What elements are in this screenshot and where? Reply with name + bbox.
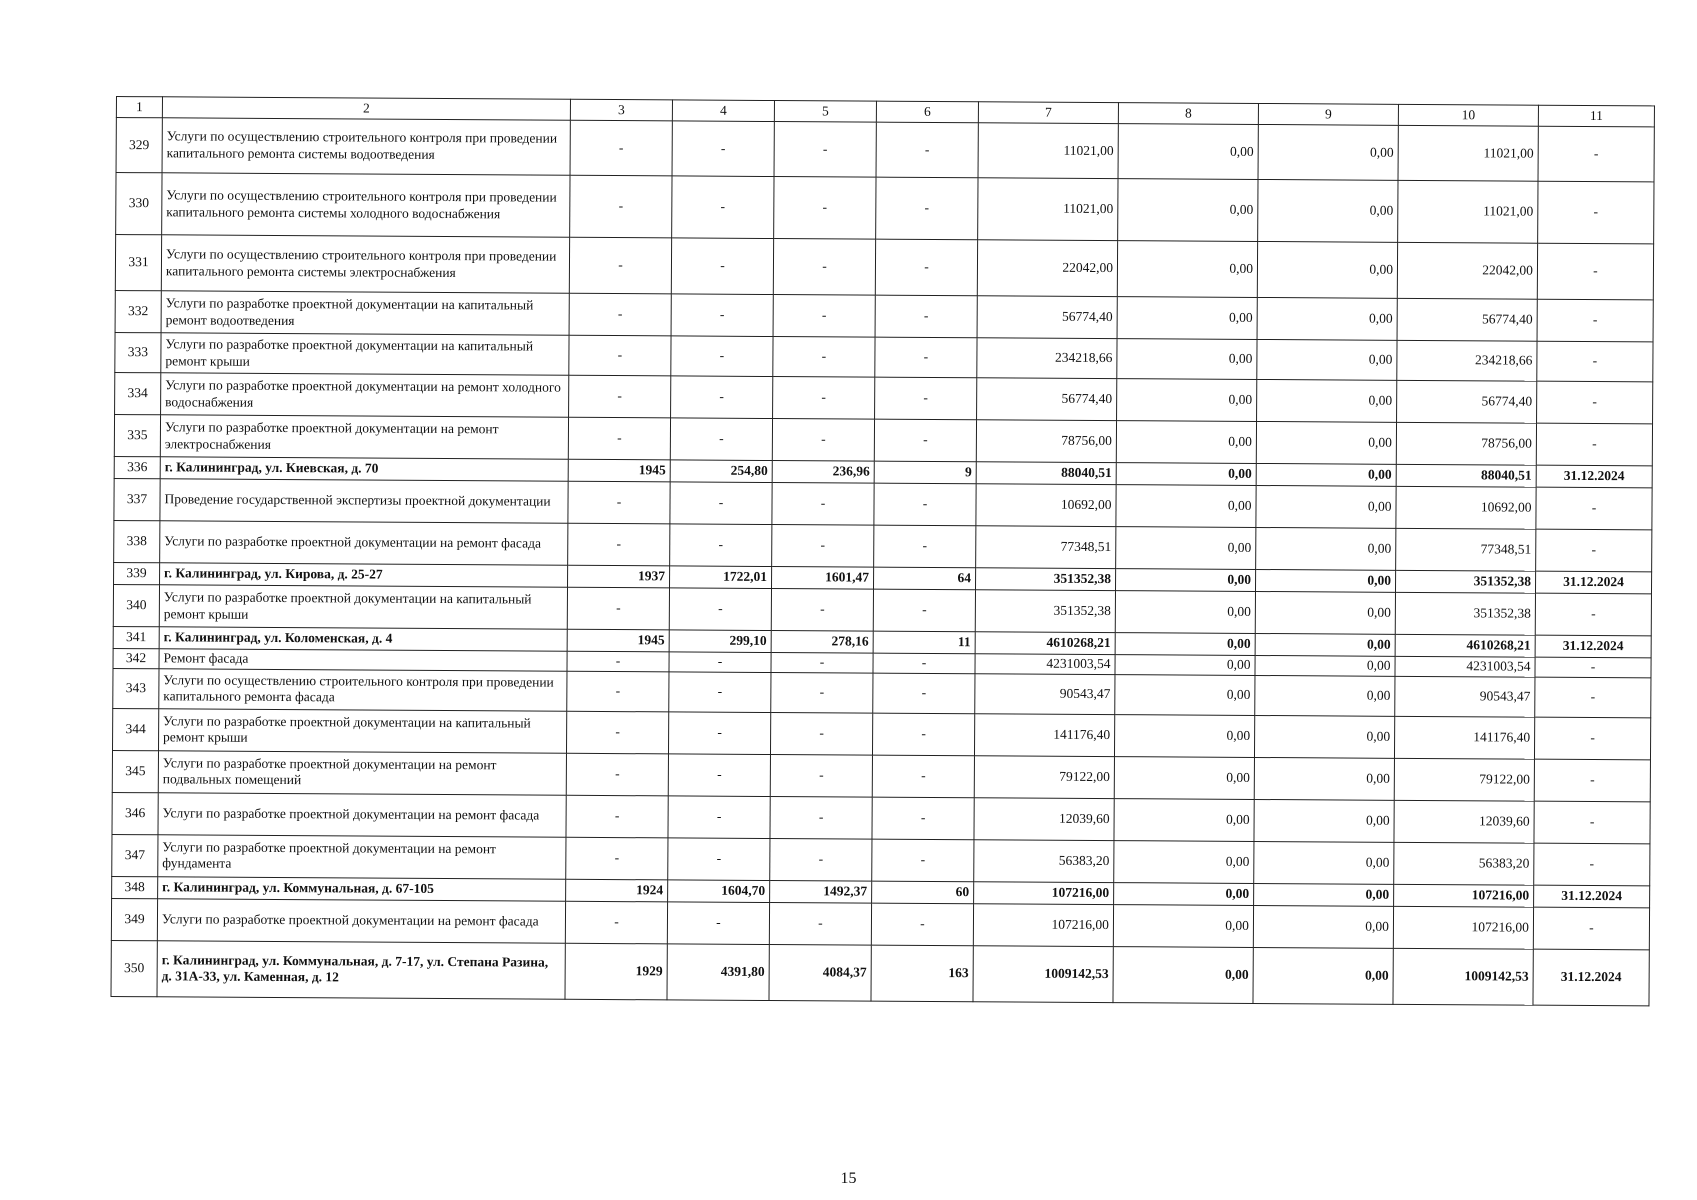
col7-cell: 234218,66 <box>977 338 1117 379</box>
row-number: 332 <box>115 290 161 332</box>
col11-cell: - <box>1534 843 1650 886</box>
col6-cell: - <box>872 755 974 798</box>
col9-cell: 0,00 <box>1256 463 1396 486</box>
col7-cell: 56383,20 <box>974 840 1114 883</box>
col3-cell: 1929 <box>565 943 667 1000</box>
col9-cell: 0,00 <box>1254 883 1394 906</box>
row-number: 342 <box>113 648 159 668</box>
col10-cell: 56383,20 <box>1394 842 1534 885</box>
col9-cell: 0,00 <box>1254 841 1394 884</box>
col8-cell: 0,00 <box>1116 485 1256 528</box>
row-number: 338 <box>114 520 160 562</box>
col10-cell: 22042,00 <box>1397 242 1537 299</box>
col7-cell: 56774,40 <box>977 296 1117 339</box>
row-description: г. Калининград, ул. Коммунальная, д. 67-105 <box>158 877 566 901</box>
row-number: 340 <box>113 584 159 626</box>
col11-cell: - <box>1536 529 1652 572</box>
col11-cell: - <box>1537 243 1653 300</box>
col9-cell: 0,00 <box>1253 947 1393 1004</box>
col11-cell: 31.12.2024 <box>1535 571 1651 594</box>
col3-cell: - <box>567 671 669 712</box>
col7-cell: 107216,00 <box>973 904 1113 947</box>
col9-cell: 0,00 <box>1255 569 1395 592</box>
col6-cell: - <box>873 673 975 714</box>
col11-cell: - <box>1533 907 1649 950</box>
col8-cell: 0,00 <box>1116 463 1256 486</box>
col11-cell: - <box>1538 181 1654 244</box>
table-body <box>111 118 1654 1006</box>
col4-cell: - <box>671 294 773 337</box>
col9-cell: 0,00 <box>1257 339 1397 380</box>
col11-cell: - <box>1537 381 1653 424</box>
col11-cell: - <box>1536 423 1652 466</box>
col8-cell: 0,00 <box>1113 946 1253 1003</box>
col6-cell: 64 <box>874 567 976 590</box>
row-description: г. Калининград, ул. Коломенская, д. 4 <box>159 627 567 651</box>
row-description: г. Калининград, ул. Кирова, д. 25-27 <box>160 563 568 587</box>
col10-cell: 107216,00 <box>1393 906 1533 949</box>
col7-cell: 1009142,53 <box>973 946 1113 1003</box>
col5-cell: - <box>773 295 875 338</box>
col7-cell: 77348,51 <box>976 526 1116 569</box>
col11-cell: - <box>1536 487 1652 530</box>
column-header: 4 <box>672 100 774 122</box>
col8-cell: 0,00 <box>1117 241 1257 298</box>
col10-cell: 88040,51 <box>1396 464 1536 487</box>
col6-cell: - <box>873 653 975 673</box>
col4-cell: 299,10 <box>669 630 771 653</box>
col7-cell: 12039,60 <box>974 798 1114 841</box>
col3-cell: - <box>568 523 670 566</box>
col11-cell: - <box>1534 801 1650 844</box>
col7-cell: 351352,38 <box>975 568 1115 591</box>
col5-cell: - <box>769 902 871 945</box>
col10-cell: 78756,00 <box>1396 422 1536 465</box>
col8-cell: 0,00 <box>1115 655 1255 676</box>
col4-cell: - <box>671 336 773 377</box>
col4-cell: - <box>672 121 774 177</box>
row-description: Услуги по разработке проектной документации на капитальный ремонт водоотведения <box>161 291 569 335</box>
row-number: 334 <box>115 372 161 414</box>
column-header: 8 <box>1118 103 1258 125</box>
row-number: 341 <box>113 626 159 648</box>
col3-cell: 1945 <box>568 459 670 482</box>
col4-cell: 1604,70 <box>668 880 770 903</box>
col5-cell: - <box>770 754 872 797</box>
row-description: Услуги по разработке проектной документации на ремонт подвальных помещений <box>158 751 566 795</box>
col6-cell: - <box>876 122 978 178</box>
row-description: Услуги по разработке проектной документации на капитальный ремонт крыши <box>159 709 567 753</box>
col7-cell: 79122,00 <box>974 756 1114 799</box>
col9-cell: 0,00 <box>1257 379 1397 422</box>
col5-cell: - <box>772 525 874 568</box>
col3-cell: - <box>566 795 668 838</box>
col6-cell: - <box>874 419 976 462</box>
col3-cell: - <box>566 753 668 796</box>
col11-cell: - <box>1534 759 1650 802</box>
row-number: 337 <box>114 478 160 520</box>
col10-cell: 4610268,21 <box>1395 634 1535 657</box>
col8-cell: 0,00 <box>1116 421 1256 464</box>
col4-cell: - <box>669 652 771 672</box>
col9-cell: 0,00 <box>1255 633 1395 656</box>
col6-cell: 60 <box>872 881 974 904</box>
col9-cell: 0,00 <box>1256 527 1396 570</box>
col7-cell: 11021,00 <box>978 123 1118 179</box>
row-number: 329 <box>116 118 162 173</box>
col11-cell: 31.12.2024 <box>1536 465 1652 488</box>
row-number: 331 <box>115 235 161 291</box>
col8-cell: 0,00 <box>1114 756 1254 799</box>
row-number: 345 <box>112 750 158 792</box>
row-description: Услуги по разработке проектной документации на капитальный ремонт крыши <box>159 585 567 629</box>
row-number: 333 <box>115 332 161 372</box>
row-number: 335 <box>114 414 160 456</box>
col5-cell: - <box>773 377 875 420</box>
column-header: 2 <box>162 97 570 120</box>
col8-cell: 0,00 <box>1115 633 1255 656</box>
row-description: Услуги по разработке проектной документации на ремонт фасада <box>160 521 568 565</box>
col5-cell: 4084,37 <box>769 944 871 1001</box>
row-number: 343 <box>113 668 159 708</box>
col5-cell: - <box>771 589 873 632</box>
col9-cell: 0,00 <box>1258 179 1398 242</box>
row-description: Ремонт фасада <box>159 649 567 671</box>
col4-cell: - <box>669 588 771 631</box>
col6-cell: - <box>876 177 978 240</box>
col3-cell: - <box>569 375 671 418</box>
col6-cell: 11 <box>873 631 975 654</box>
col4-cell: 4391,80 <box>667 944 769 1001</box>
col11-cell: - <box>1535 593 1651 636</box>
col7-cell: 141176,40 <box>974 714 1114 757</box>
col3-cell: - <box>565 901 667 944</box>
row-description: Услуги по разработке проектной документации на ремонт фасада <box>158 793 566 837</box>
row-description: г. Калининград, ул. Коммунальная, д. 7-17, ул. Степана Разина, д. 31А-33, ул. Каменная, д. 12 <box>157 941 565 999</box>
column-header: 7 <box>978 102 1118 124</box>
col6-cell: - <box>872 797 974 840</box>
col9-cell: 0,00 <box>1255 675 1395 716</box>
col10-cell: 56774,40 <box>1397 298 1537 341</box>
col3-cell: - <box>568 481 670 524</box>
col3-cell: - <box>567 651 669 671</box>
col3-cell: - <box>567 587 669 630</box>
row-number: 347 <box>112 834 158 876</box>
col10-cell: 1009142,53 <box>1393 948 1533 1005</box>
col6-cell: - <box>875 337 977 378</box>
col5-cell: 1601,47 <box>772 567 874 590</box>
col10-cell: 10692,00 <box>1396 486 1536 529</box>
col4-cell: - <box>667 902 769 945</box>
column-header: 6 <box>876 101 978 123</box>
row-description: г. Калининград, ул. Киевская, д. 70 <box>160 457 568 481</box>
col7-cell: 4231003,54 <box>975 654 1115 675</box>
row-description: Услуги по разработке проектной документации на капитальный ремонт крыши <box>161 333 569 375</box>
col4-cell: - <box>672 176 774 239</box>
column-header: 10 <box>1398 104 1538 126</box>
row-description: Услуги по разработке проектной документации на ремонт электроснабжения <box>160 415 568 459</box>
row-description: Услуги по осуществлению строительного контроля при проведении капитального ремонта системы водоотведения <box>162 118 570 175</box>
col3-cell: - <box>568 417 670 460</box>
col9-cell: 0,00 <box>1255 655 1395 676</box>
col6-cell: - <box>871 903 973 946</box>
col9-cell: 0,00 <box>1258 124 1398 180</box>
col11-cell: - <box>1538 126 1654 182</box>
col8-cell: 0,00 <box>1117 297 1257 340</box>
row-number: 348 <box>112 876 158 898</box>
col4-cell: - <box>670 418 772 461</box>
col8-cell: 0,00 <box>1113 904 1253 947</box>
col9-cell: 0,00 <box>1257 297 1397 340</box>
col5-cell: - <box>774 122 876 178</box>
col3-cell: - <box>566 837 668 880</box>
col9-cell: 0,00 <box>1254 757 1394 800</box>
col11-cell: 31.12.2024 <box>1533 949 1649 1006</box>
col6-cell: 163 <box>871 945 973 1002</box>
col8-cell: 0,00 <box>1115 674 1255 715</box>
col8-cell: 0,00 <box>1114 714 1254 757</box>
col8-cell: 0,00 <box>1118 124 1258 180</box>
data-table <box>110 96 1654 1006</box>
col6-cell: - <box>874 525 976 568</box>
col10-cell: 12039,60 <box>1394 800 1534 843</box>
col5-cell: 278,16 <box>771 631 873 654</box>
table-row <box>115 235 1653 300</box>
col10-cell: 141176,40 <box>1394 716 1534 759</box>
col11-cell: - <box>1535 657 1651 678</box>
row-number: 336 <box>114 456 160 478</box>
column-header: 3 <box>570 99 672 121</box>
col3-cell: 1937 <box>568 565 670 588</box>
row-description: Услуги по разработке проектной документации на ремонт холодного водоснабжения <box>161 373 569 417</box>
row-description: Услуги по разработке проектной документации на ремонт фасада <box>157 899 565 943</box>
col3-cell: - <box>569 335 671 376</box>
column-header: 1 <box>116 97 162 118</box>
col6-cell: - <box>872 713 974 756</box>
col10-cell: 79122,00 <box>1394 758 1534 801</box>
row-number: 349 <box>111 898 157 940</box>
col7-cell: 78756,00 <box>976 420 1116 463</box>
col9-cell: 0,00 <box>1255 591 1395 634</box>
col11-cell: - <box>1535 677 1651 718</box>
row-description: Услуги по осуществлению строительного контроля при проведении капитального ремонта фасада <box>159 669 567 711</box>
col5-cell: - <box>770 838 872 881</box>
col3-cell: - <box>569 293 671 336</box>
col8-cell: 0,00 <box>1116 527 1256 570</box>
col6-cell: - <box>875 295 977 338</box>
col3-cell: 1945 <box>567 629 669 652</box>
col4-cell: - <box>671 376 773 419</box>
col5-cell: - <box>773 239 875 296</box>
col6-cell: - <box>875 239 977 296</box>
col3-cell: - <box>570 175 672 238</box>
col11-cell: 31.12.2024 <box>1534 885 1650 908</box>
col6-cell: 9 <box>874 461 976 484</box>
col4-cell: - <box>670 524 772 567</box>
col10-cell: 351352,38 <box>1395 570 1535 593</box>
row-number: 344 <box>113 708 159 750</box>
col4-cell: - <box>668 796 770 839</box>
col5-cell: 1492,37 <box>770 880 872 903</box>
col9-cell: 0,00 <box>1256 421 1396 464</box>
col3-cell: - <box>566 711 668 754</box>
col6-cell: - <box>875 377 977 420</box>
col8-cell: 0,00 <box>1114 882 1254 905</box>
address-row <box>111 940 1649 1005</box>
col5-cell: - <box>771 653 873 673</box>
col3-cell: 1924 <box>566 879 668 902</box>
row-description: Услуги по разработке проектной документации на ремонт фундамента <box>158 835 566 879</box>
col7-cell: 107216,00 <box>974 882 1114 905</box>
row-number: 330 <box>116 173 162 235</box>
column-header: 9 <box>1258 103 1398 125</box>
page-number: 15 <box>840 1170 857 1187</box>
col3-cell: - <box>569 237 671 294</box>
col8-cell: 0,00 <box>1115 569 1255 592</box>
col9-cell: 0,00 <box>1257 241 1397 298</box>
col10-cell: 107216,00 <box>1394 884 1534 907</box>
col7-cell: 351352,38 <box>975 590 1115 633</box>
col5-cell: - <box>773 337 875 378</box>
col6-cell: - <box>872 839 974 882</box>
col10-cell: 351352,38 <box>1395 592 1535 635</box>
col5-cell: - <box>774 177 876 240</box>
col5-cell: - <box>772 419 874 462</box>
col4-cell: - <box>668 838 770 881</box>
row-description: Услуги по осуществлению строительного контроля при проведении капитального ремонта системы электроснабжения <box>161 235 569 293</box>
col8-cell: 0,00 <box>1114 798 1254 841</box>
col9-cell: 0,00 <box>1253 905 1393 948</box>
col7-cell: 11021,00 <box>978 178 1118 241</box>
col10-cell: 56774,40 <box>1397 380 1537 423</box>
col8-cell: 0,00 <box>1118 179 1258 242</box>
col5-cell: - <box>772 483 874 526</box>
col4-cell: - <box>668 712 770 755</box>
row-number: 346 <box>112 792 158 834</box>
col6-cell: - <box>873 589 975 632</box>
col4-cell: - <box>671 238 773 295</box>
col3-cell: - <box>570 120 672 176</box>
col5-cell: - <box>770 796 872 839</box>
col7-cell: 10692,00 <box>976 484 1116 527</box>
col7-cell: 4610268,21 <box>975 632 1115 655</box>
row-number: 350 <box>111 940 157 996</box>
col11-cell: 31.12.2024 <box>1535 635 1651 658</box>
col4-cell: - <box>669 672 771 713</box>
col7-cell: 88040,51 <box>976 462 1116 485</box>
col10-cell: 90543,47 <box>1395 676 1535 717</box>
row-description: Услуги по осуществлению строительного контроля при проведении капитального ремонта системы холодного водоснабжения <box>162 173 570 237</box>
col10-cell: 11021,00 <box>1398 125 1538 181</box>
col11-cell: - <box>1534 717 1650 760</box>
col11-cell: - <box>1537 299 1653 342</box>
row-description: Проведение государственной экспертизы проектной документации <box>160 479 568 523</box>
col8-cell: 0,00 <box>1117 379 1257 422</box>
col10-cell: 11021,00 <box>1398 180 1538 243</box>
col4-cell: - <box>670 482 772 525</box>
col7-cell: 22042,00 <box>977 240 1117 297</box>
col8-cell: 0,00 <box>1117 339 1257 380</box>
col10-cell: 234218,66 <box>1397 340 1537 381</box>
col10-cell: 4231003,54 <box>1395 656 1535 677</box>
col4-cell: - <box>668 754 770 797</box>
column-header: 5 <box>774 101 876 123</box>
col8-cell: 0,00 <box>1114 840 1254 883</box>
col11-cell: - <box>1537 341 1653 382</box>
row-number: 339 <box>114 562 160 584</box>
col4-cell: 254,80 <box>670 460 772 483</box>
col6-cell: - <box>874 483 976 526</box>
col7-cell: 90543,47 <box>975 674 1115 715</box>
table-row <box>116 173 1654 244</box>
col8-cell: 0,00 <box>1115 591 1255 634</box>
col5-cell: - <box>771 672 873 713</box>
column-header: 11 <box>1538 105 1654 127</box>
col7-cell: 56774,40 <box>977 378 1117 421</box>
col5-cell: - <box>770 712 872 755</box>
col10-cell: 77348,51 <box>1396 528 1536 571</box>
col9-cell: 0,00 <box>1256 485 1396 528</box>
table-row <box>116 118 1654 182</box>
col9-cell: 0,00 <box>1254 799 1394 842</box>
col5-cell: 236,96 <box>772 461 874 484</box>
col4-cell: 1722,01 <box>670 566 772 589</box>
col9-cell: 0,00 <box>1254 715 1394 758</box>
